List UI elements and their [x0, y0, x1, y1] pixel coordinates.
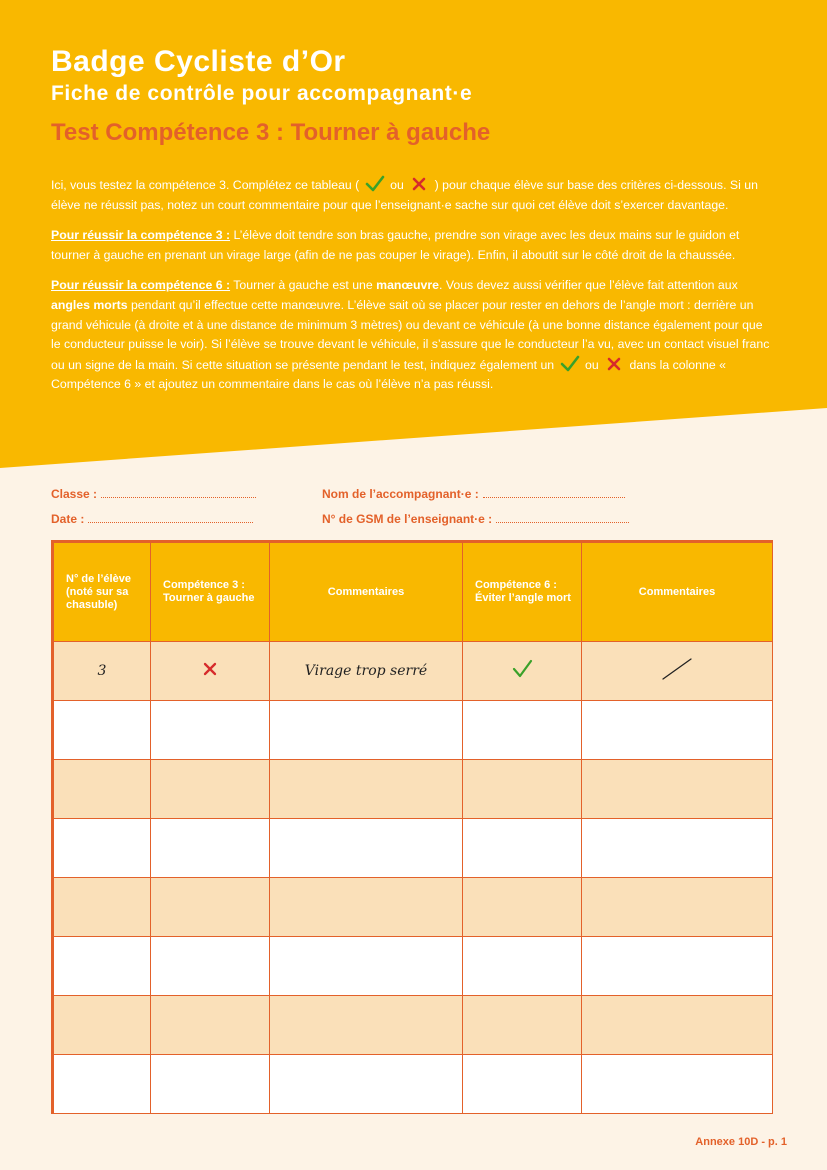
- gsm-label: N° de GSM de l’enseignant·e :: [322, 512, 493, 526]
- test-title: Test Compétence 3 : Tourner à gauche: [51, 119, 491, 146]
- table-row: [54, 937, 773, 996]
- table-row: [54, 701, 773, 760]
- header-competence-6: Compétence 6 : Éviter l’angle mort: [463, 543, 582, 642]
- cross-icon: [202, 661, 218, 677]
- date-field[interactable]: [51, 512, 253, 526]
- example-commentaire[interactable]: Virage trop serré: [270, 642, 463, 701]
- gsm-field[interactable]: [322, 512, 629, 526]
- table-row: [54, 819, 773, 878]
- instructions-paragraph-1: Ici, vous testez la compétence 3. Complétez ce tableau ( ou ) pour chaque élève sur base des critères ci-dessous. Si un élève ne réussit pas, notez un court commentaire pour que l’enseignant·e sache sur quoi cet élève doit s’exercer davantage.: [51, 175, 773, 215]
- nom-accompagnant-field[interactable]: [322, 487, 625, 501]
- date-label: Date :: [51, 512, 85, 526]
- header-eleve: N° de l’élève (noté sur sa chasuble): [54, 543, 151, 642]
- check-icon: [560, 355, 580, 373]
- header-commentaires-2: Commentaires: [582, 543, 773, 642]
- instructions-paragraph-2: Pour réussir la compétence 3 : L’élève doit tendre son bras gauche, prendre son virage avec les deux mains sur le guidon et tourner à gauche en prenant un virage large (afin de ne pas couper le virage). Enfin, il aboutit sur le côté droit de la chaussée.: [51, 228, 740, 262]
- cross-icon: [604, 355, 624, 373]
- classe-field[interactable]: [51, 487, 256, 501]
- instructions: [51, 175, 773, 406]
- table-row: [54, 760, 773, 819]
- example-eleve-number[interactable]: 3: [54, 642, 151, 701]
- cross-icon: [409, 175, 429, 193]
- example-competence-3[interactable]: [151, 642, 270, 701]
- classe-label: Classe :: [51, 487, 98, 501]
- header-competence-3: Compétence 3 : Tourner à gauche: [151, 543, 270, 642]
- table-row: [54, 1055, 773, 1114]
- check-icon: [365, 175, 385, 193]
- table-header-row: [54, 543, 773, 642]
- page-title: Badge Cycliste d’Or: [51, 45, 346, 78]
- slash-mark: [660, 656, 694, 682]
- table-row: [54, 642, 773, 701]
- header-commentaires: Commentaires: [270, 543, 463, 642]
- table-row: [54, 996, 773, 1055]
- instructions-paragraph-3: Pour réussir la compétence 6 : Tourner à gauche est une manœuvre. Vous devez aussi vérifier que l’élève fait attention aux angles morts pendant qu’il effectue cette manœuvre. L’élève sait où se placer pour rester en dehors de l’angle mort : derrière un grand véhicule (à droite et à une distance de minimum 3 mètres) ou devant ce véhicule (à une bonne distance également pour que le conducteur puisse le voir). Si l’élève se trouve devant le véhicule, il s’assure que le conducteur l’a vu, avec un contact visuel franc ou un signe de la main. Si cette situation se présente pendant le test, indiquez également un ou dans la colonne « Compétence 6 » et ajoutez un commentaire dans le cas où l’élève n’a pas réussi.: [51, 278, 770, 392]
- example-commentaire-2[interactable]: [582, 642, 773, 701]
- header: [51, 44, 791, 148]
- evaluation-table: [53, 542, 773, 1114]
- example-competence-6[interactable]: [463, 642, 582, 701]
- table-row: [54, 878, 773, 937]
- nom-accompagnant-label: Nom de l’accompagnant·e :: [322, 487, 479, 501]
- page-footer: Annexe 10D - p. 1: [695, 1136, 787, 1148]
- check-icon: [511, 659, 533, 679]
- page-subtitle: Fiche de contrôle pour accompagnant·e: [51, 82, 473, 105]
